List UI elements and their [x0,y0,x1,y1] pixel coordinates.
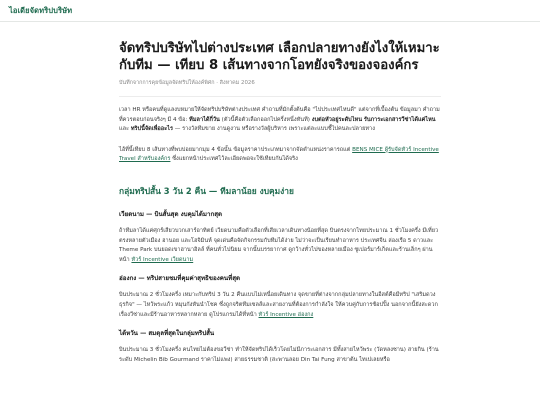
intro-paragraph [119,106,441,135]
destination-description: บินประมาณ 3 ชั่วโมงครึ่ง คนไทยไม่ต้องขอวีซ่า ทำให้จัดทริปได้เร็วโดยไม่มีภาระเอกสาร มีทั้งสายไหว้พระ (วัดหลงซาน) สายกิน (ร้านระดับ Michelin Bib Gourmand ราคาไม่แพง) สายธรรมชาติ (สะพานลอย Din Tai Fung สาขาต้น ไทเปเลยหรือ [119,347,439,363]
hongkong-tour-link[interactable]: ทัวร์ Incentive ฮ่องกง [258,311,314,318]
site-header [0,0,540,22]
intro-emphasis: ทริปนี้จัดเพื่ออะไร [130,126,173,133]
paragraph-text: ไอ้ที่นี้เทียบ 8 เส้นทางที่พบบ่อยมากมุม 4 ข้อนั้น ข้อมูลราคาประเภทมาจากจัดตำแหน่งราคารถแต่ [119,146,353,153]
destination-text-vietnam [119,227,441,265]
destination-description: ถ้าทีมลาได้แค่ศุกร์เสียวบวกเสาร์อาทิตย์ เวียดนามคือตัวเลือกที่เสียเวลาเดินทางน้อยที่สุด บินตรงจากไทยประมาณ 1 ชั่วโมงครึ่ง มีเที่ยวตรงหลายตัวเมือง ฮานอย และโฮจิมินห์ จุดเด่นคือจัดกิจกรรมกับทีมได้ง่าย ไม่ว่าจะเป็นเรียนทำอาหาร ประเทศจีน ล่องเรือ 5 ดาวและ Theme Park บนยอดเขาฮานาฮิลล์ ที่คนทั่วไปนิยม จากนั้นบรรยากาศ ดูกว้างทั่วไปของหลายเมือง ซูเปอร์มาร์เก็ตและร้านเล็กๆ ผ่านหน้า [119,227,439,263]
intro-emphasis: รับภาระเอกสารวีซ่าได้แค่ไหน [363,116,436,123]
vietnam-tour-link[interactable]: ทัวร์ Incentive เวียดนาม [131,256,194,263]
destination-title-taiwan: ไต้หวัน — สมดุลที่สุดในกลุ่มทริปสั้น [119,330,215,338]
article-meta: บันทึกจากการคุยข้อมูลจัดทริปให้องค์พิศก · สิงหาคม 2026 [119,80,255,86]
destination-text-taiwan [119,346,441,365]
section-heading: กลุ่มทริปสั้น 3 วัน 2 คืน — ทีมลาน้อย งบคุมง่าย [119,185,294,196]
destination-description: บินประมาณ 2 ชั่วโมงครึ่ง เหมาะกับทริป 3 วัน 2 คืนแบบไม่เหนื่อยเดินทาง จุดขายที่ต่างจากกลุ่มปลายทางในอีสต์คือมีทริป "เสริมดวงธุรกิจ" — ไหว้พระแก้ว หมุนกังหันนำโชค ซึ่งถูกจริตทีมเซลส์และสายงานที่ต้องการกำลังใจ ให้ควบคู่กับการช้อปปิ้ง นอกจากนี้ยังสะดวกเรื่องวีซ่าและมีร้านอาหารหลากหลาย ดูโปรแกรมได้ที่หน้า [119,292,438,318]
paragraph-text: ซึ่งแยกหน้าประเทศไว้ละเอียดพอจะใช้เทียบกันได้จริง [170,156,298,163]
destination-text-hongkong [119,291,441,320]
intro-text: เวลา HR หรือคนที่ดูแลงบหมายให้จัดทริปบริษัทต่างประเทศ คำถามที่มักตั้งต้นคือ "ไปประเทศไหนดี" แต่จากที่เบื้องต้น ข้อมูลมา คำถามที่ควรตอบก่อนจริงๆ มี 4 ข้อ: [119,107,440,123]
bens-mice-link[interactable]: BENS MICE ผู้รับจัดทัวร์ Incentive Travel สำหรับองค์กร [119,146,439,163]
divider [119,96,441,97]
site-brand-link[interactable]: ไอเดียจัดทริปบริษัท [9,5,73,15]
intro-emphasis: ทีมลาได้กี่วัน [189,116,220,123]
destination-title-hongkong: ฮ่องกง — ทริปสายชมที่คุมค่าสุทธิของคนที่สุด [119,275,241,283]
intro-text: — รางวัลทีมขาย งานดูงาน หรือรางวัลผู้บริหาร เพราะแต่ละแบบชี้ไปคนละปลายทาง [172,126,375,133]
article-title: จัดทริปบริษัทไปต่างประเทศ เลือกปลายทางยังไงให้เหมาะกับทีม — เทียบ 8 เส้นทางจากโอทยังจริงของจองค์กร [119,41,440,73]
intro-text: (ตัวนี้คือตัวเลือกออกไปครึ่งหนึ่งทันที) [219,116,312,123]
intro-emphasis: งบต่อหัวอยู่ระดับไหน [311,116,363,123]
destination-title-vietnam: เวียดนาม — บินสั้นสุด งบคุมได้มากสุด [119,210,223,218]
article [119,40,441,365]
comparison-paragraph [119,146,441,165]
intro-text: และ [119,126,131,133]
